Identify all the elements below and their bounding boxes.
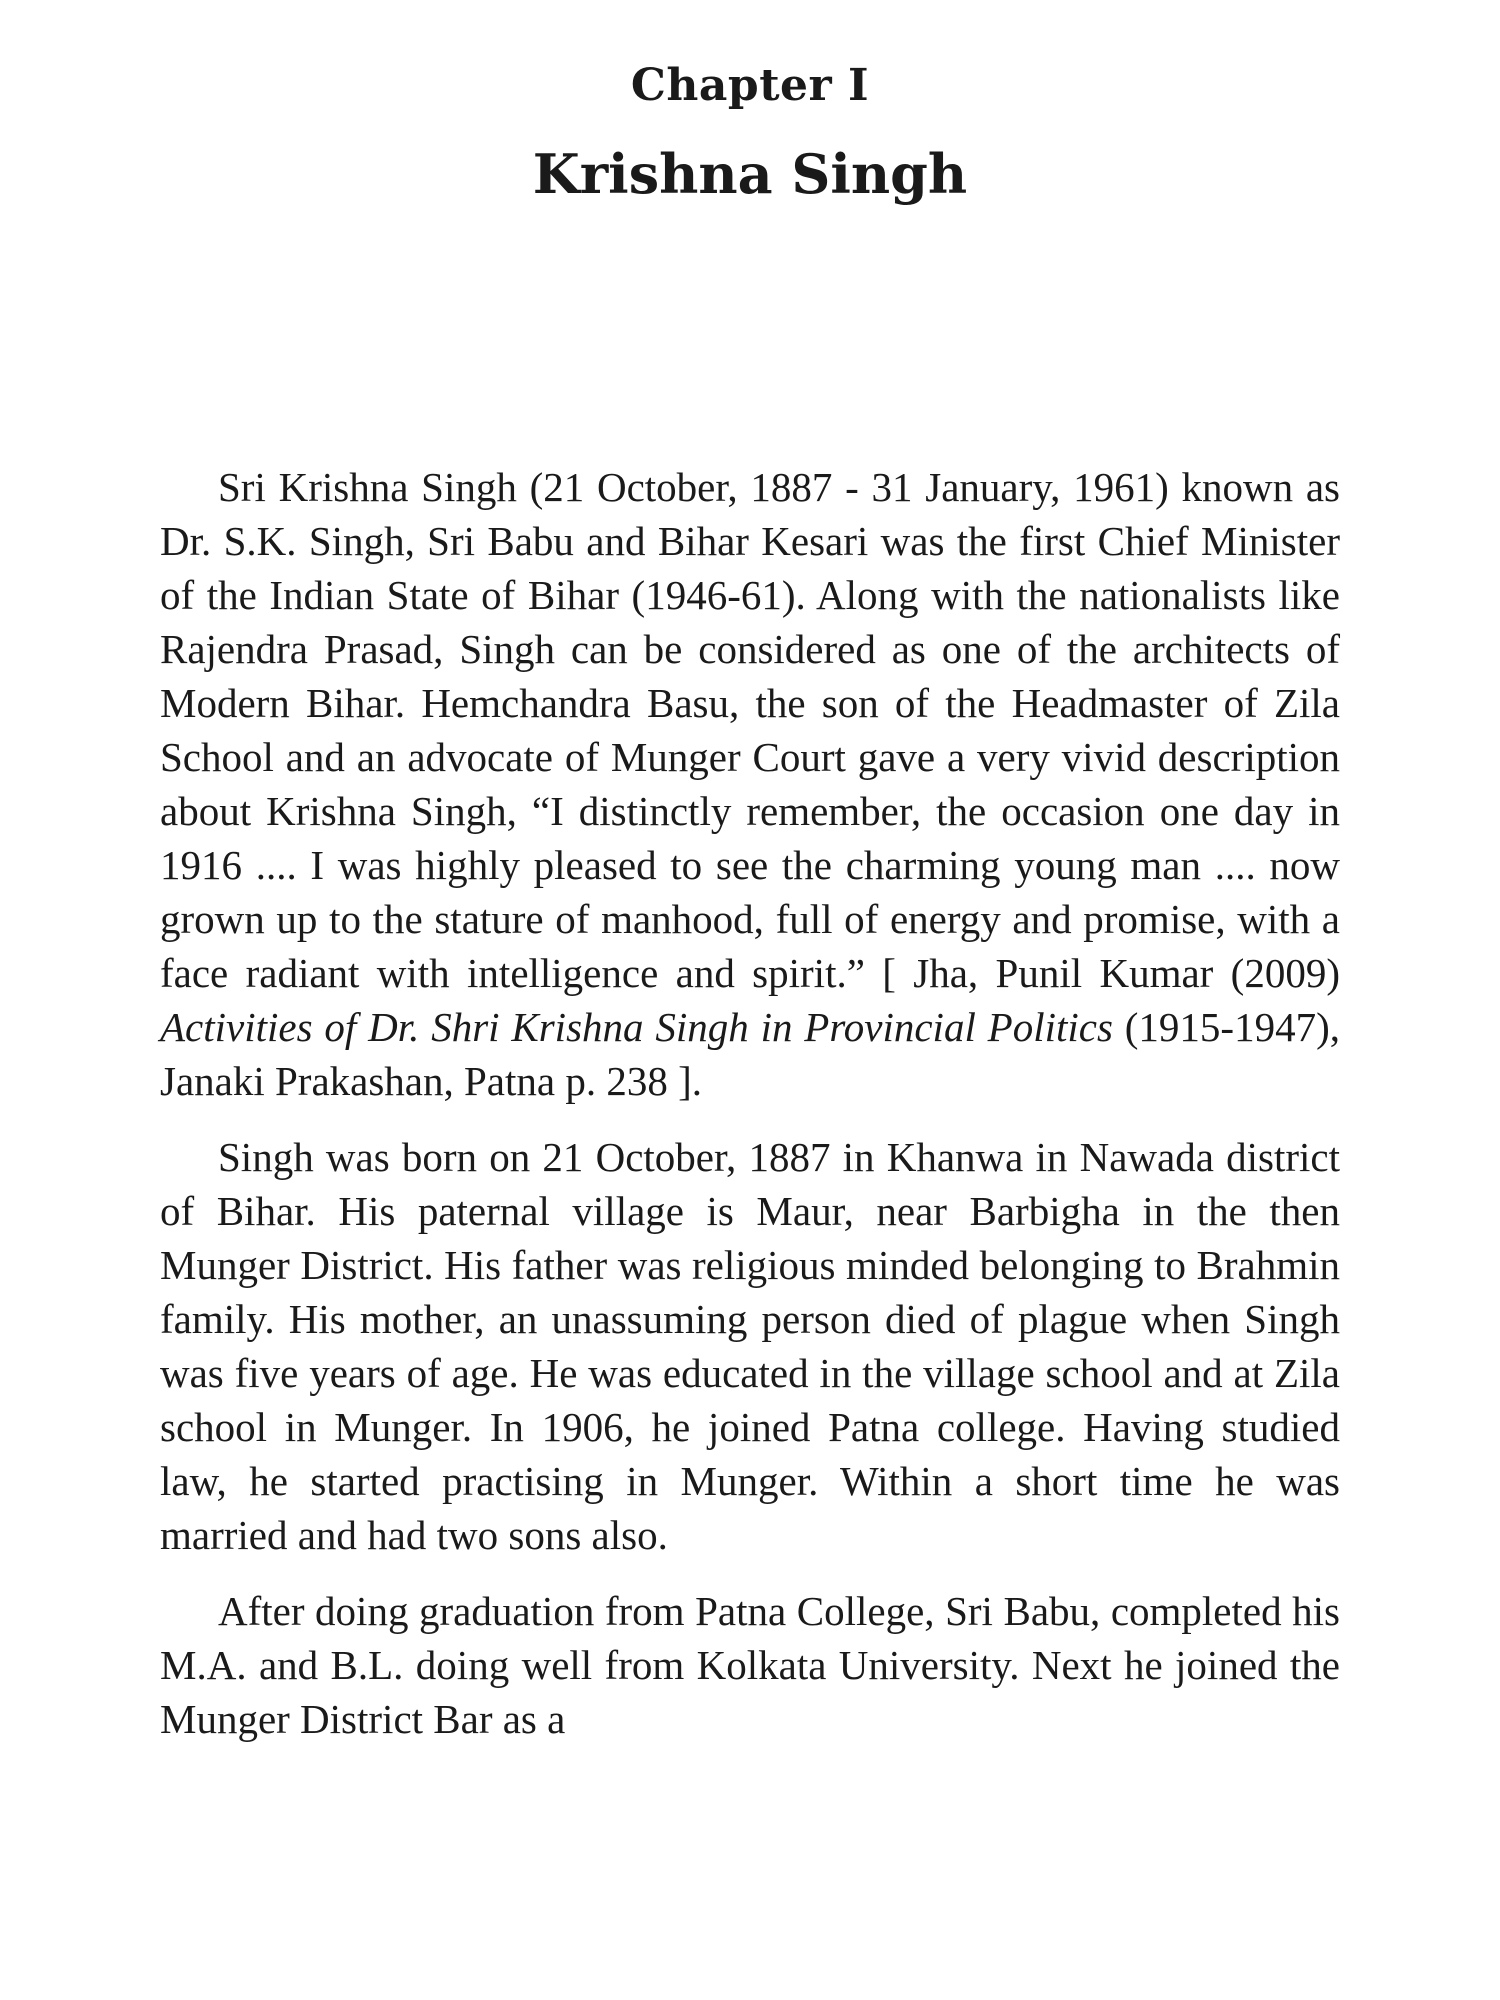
paragraph-1-citation-end: (1915-1947), Janaki Prakashan, Patna p. 238 ]. xyxy=(160,1004,1340,1104)
chapter-body xyxy=(160,460,1340,1746)
paragraph-2: Singh was born on 21 October, 1887 in Khanwa in Nawada district of Bihar. His paternal village is Maur, near Barbigha in the then Munger District. His father was religious minded belonging to Brahmin family. His mother, an unassuming person died of plague when Singh was five years of age. He was educated in the village school and at Zila school in Munger. In 1906, he joined Patna college. Having studied law, he started practising in Munger. Within a short time he was married and had two sons also. xyxy=(160,1134,1340,1558)
paragraph-3: After doing graduation from Patna College, Sri Babu, completed his M.A. and B.L. doing well from Kolkata University. Next he joined the Munger District Bar as a xyxy=(160,1588,1340,1742)
chapter-title: Krishna Singh xyxy=(532,142,968,206)
chapter-number: Chapter I xyxy=(630,60,870,111)
paragraph-1-text: Sri Krishna Singh (21 October, 1887 - 31 January, 1961) known as Dr. S.K. Singh, Sri Babu and Bihar Kesari was the first Chief Minister of the Indian State of Bihar (1946-61). Along with the nationalists like Rajendra Prasad, Singh can be considered as one of the architects of Modern Bihar. Hemchandra Basu, the son of the Headmaster of Zila School and an advocate of Munger Court gave a very vivid description about Krishna Singh, “I distinctly remember, the occasion one day in 1916 .... I was highly pleased to see the charming young man .... now grown up to the stature of manhood, full of energy and promise, with a face radiant with intelligence and spirit.” [ Jha, Punil Kumar (2009) xyxy=(160,464,1340,996)
citation-book-title: Activities of Dr. Shri Krishna Singh in Provincial Politics xyxy=(160,1004,1113,1050)
paragraph-1 xyxy=(160,460,1340,1108)
